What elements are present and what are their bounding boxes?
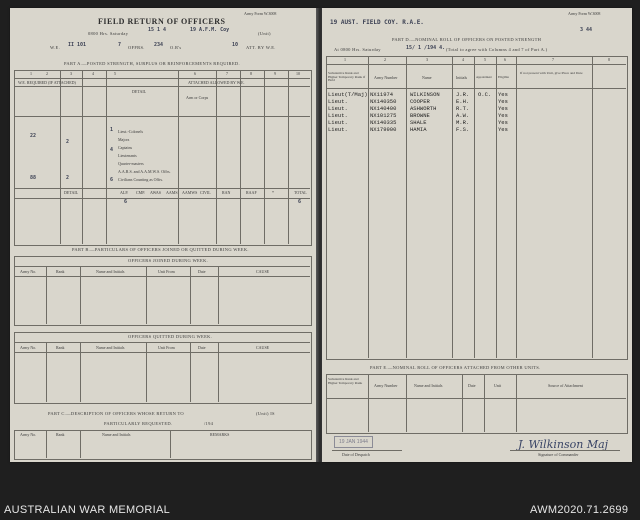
quitted-header: Date [198,345,206,350]
col-number: 1 [344,57,346,62]
col-number: 7 [226,71,228,76]
row-army-no: NX101275 [370,112,397,119]
table-rule [146,266,147,324]
part-e-heading: PART E.—NOMINAL ROLL OF OFFICERS ATTACHED FROM OTHER UNITS. [370,365,541,370]
table-rule [218,342,219,402]
table-rule [406,56,407,358]
table-rule [14,342,310,343]
part-c-date: /194 [204,421,214,426]
quitted-header: Army No. [20,345,37,350]
joined-header: Army No. [20,269,37,274]
col6-total: 6 [124,199,128,205]
col-number: 10 [296,71,300,76]
quitted-header: Unit From [158,345,175,350]
row-eligible: Yes [498,105,508,112]
part-a-table [14,70,312,246]
quitted-header: Rank [56,345,65,350]
hand-entry: 88 [30,175,37,181]
return-date: 15 1 4 [148,27,167,33]
totals-col: RAN [222,190,231,195]
table-rule [14,78,310,79]
col-number: 5 [114,71,116,76]
table-rule [218,266,219,324]
table-rule [496,56,497,358]
e-header: Substantive Rank and Higher Temporary Rank [328,377,363,385]
header-appointment: Appointment [476,75,492,79]
totals-col: ALP. [120,190,129,195]
table-rule [516,56,517,358]
row-initials: E.H. [456,98,470,105]
col-number: 8 [250,71,252,76]
joined-header: Name and Initials [96,269,125,274]
e-header: Name and Initials [414,383,443,388]
col-number: 2 [46,71,48,76]
form-number: Army Form W.3008 [244,11,277,16]
table-rule [190,266,191,324]
table-rule [170,430,171,458]
unit-label: (Unit) [258,31,271,36]
col-number: 2 [384,57,386,62]
row-name: WILKINSON [410,91,440,98]
we-number: II 101 [68,42,87,48]
row-name: BROWNE [410,112,430,119]
table-rule [80,266,81,324]
signature-line [510,450,620,451]
table-rule [80,430,81,458]
att-label: ATT. BY W.E. [246,45,276,50]
table-rule [516,374,517,432]
e-header: Army Number [374,383,398,388]
table-rule [14,266,310,267]
hand-entry: 4 [110,147,114,153]
table-rule [484,374,485,432]
table-rule [240,70,241,244]
totals-col: RAAF [246,190,257,195]
row-rank: Lieut. [328,119,348,126]
row-name: ASHWORTH [410,105,437,112]
row-rank: Lieut. [328,98,348,105]
col-number: 6 [504,57,506,62]
joined-header: CAUSE [256,269,270,274]
table-rule [368,374,369,432]
joined-header: Date [198,269,206,274]
totals-col: CIVIL [200,190,211,195]
header-initials: Initials [456,75,468,80]
detail-row: Lieutenants [118,153,137,158]
table-rule [46,266,47,324]
joined-header: Unit From [158,269,175,274]
totals-col: AWAS [150,190,162,195]
header-eligible: Eligible [498,75,510,79]
row-initials: A.W. [456,112,470,119]
serial-number: 3 44 [580,27,593,33]
row-eligible: Yes [498,126,508,133]
header-not-present: If not present with Unit, give Place and Date [520,71,583,75]
we-label: W.E. [50,45,61,50]
part-c-requested: PARTICULARLY REQUESTED. [104,421,173,426]
row-army-no: NX11974 [370,91,394,98]
row-army-no: NX140335 [370,119,397,126]
hand-entry: 1 [110,127,114,133]
table-rule [190,342,191,402]
totals-col: AAMWS [182,190,198,195]
part-c-unit: (Unit) IS [256,411,275,416]
part-b-heading: PART B.—PARTICULARS OF OFFICERS JOINED OR QUITTED DURING WEEK. [72,247,249,252]
table-rule [80,342,81,402]
hand-entry: 6 [110,177,114,183]
hand-entry: 2 [66,175,70,181]
joined-title: OFFICERS JOINED DURING WEEK. [128,258,209,263]
row-rank: Lieut. [328,112,348,119]
part-c-heading: PART C.—DESCRIPTION OF OFFICERS WHOSE RETURN TO [48,411,184,416]
agree-note: (Total to agree with Columns 4 and 7 of Part A.) [446,47,548,52]
col-number: 8 [608,57,610,62]
row-eligible: Yes [498,119,508,126]
table-rule [14,188,310,189]
quitted-title: OFFICERS QUITTED DURING WEEK. [128,334,213,339]
totals-label: DETAIL [64,190,79,195]
col-number: 9 [274,71,276,76]
dispatch-line [332,450,402,451]
or-value: 234 [154,42,164,48]
table-rule [14,116,310,117]
table-rule [46,342,47,402]
right-form-page [322,8,632,462]
header-army-no: Army Number [374,75,398,80]
table-rule [14,352,310,353]
col-number: 7 [552,57,554,62]
row-rank: Lieut. [328,126,348,133]
detail-row: Lieut.-Colonels [118,129,143,134]
footer-institution: AUSTRALIAN WAR MEMORIAL [4,504,171,516]
quitted-header: Name and Initials [96,345,125,350]
or-label: O.R's [170,45,182,50]
detail-row: A.A.R.S. and A.A.M.W.S. Offrs. [118,169,171,174]
col-we-heading: W.E. REQUIRED (IF ATTACHED) [18,80,76,85]
totals-col: CMP. [136,190,146,195]
table-rule [326,398,626,399]
left-form-page [10,8,318,462]
table-rule [14,86,310,87]
row-name: SHALE [410,119,427,126]
table-rule [14,198,310,199]
header-name: Name [422,75,432,80]
table-rule [82,70,83,244]
row-initials: M.R. [456,119,470,126]
col-number: 3 [70,71,72,76]
row-eligible: Yes [498,112,508,119]
table-rule [462,374,463,432]
row-initials: J.R. [456,91,470,98]
hrs-label: 0800 Hrs. Saturday [88,31,129,36]
row-eligible: Yes [498,91,508,98]
col-number: 5 [484,57,486,62]
table-rule [326,64,626,65]
commander-signature: J. Wilkinson Maj [518,438,609,451]
part-c-header: Rank [56,432,65,437]
dispatch-label: Date of Despatch [342,452,370,457]
totals-col: AAMS [166,190,178,195]
detail-row: Civilians Counting as Offrs. [118,177,164,182]
offrs-value: 7 [118,42,122,48]
hand-entry: 22 [30,133,37,139]
row-eligible: Yes [498,98,508,105]
roll-date: 15/ 1 /194 4. [406,45,446,51]
e-header: Date [468,383,476,388]
row-name: HAMIA [410,126,427,133]
detail-row: Majors [118,137,130,142]
form-title: FIELD RETURN OF OFFICERS [98,17,226,26]
table-rule [474,56,475,358]
table-rule [216,70,217,244]
hrs-line: At 0800 Hrs. Saturday [334,47,381,52]
part-c-header: Name and Initials [102,432,131,437]
unit-name: 19 AUST. FIELD COY. R.A.E. [330,19,424,26]
table-rule [406,374,407,432]
row-initials: F.S. [456,126,470,133]
detail-row: Quarter-masters [118,161,144,166]
offrs-label: OFFRS. [128,45,145,50]
col-attached-heading: ATTACHED ALLOWED BY W.E. [188,80,245,85]
totals-col: * [272,190,274,195]
table-rule [106,70,107,244]
part-c-header: Army No. [20,432,37,437]
signature-label: Signature of Commander [538,452,579,457]
unit-name: 19 A.F.M. Coy [190,27,230,33]
footer-accession: AWM2020.71.2699 [530,504,629,516]
table-rule [146,342,147,402]
col-number: 3 [426,57,428,62]
table-rule [264,70,265,244]
col-detail-heading: DETAIL [132,89,147,94]
part-d-heading: PART D.—NOMINAL ROLL OF OFFICERS ON POSTED STRENGTH [392,37,542,42]
row-name: COOPER [410,98,430,105]
table-rule [14,276,310,277]
table-rule [60,70,61,244]
row-rank: Lieut(T/Maj) [328,91,368,98]
table-rule [326,88,626,89]
table-rule [452,56,453,358]
header-rank: Substantive Rank and Higher Temporary Rank if Held [328,71,366,82]
e-header: Source of Attachment [548,383,583,388]
col-number: 4 [92,71,94,76]
part-a-heading: PART A.—POSTED STRENGTH, SURPLUS OR REINFORCEMENTS REQUIRED. [64,61,240,66]
row-army-no: NX179900 [370,126,397,133]
row-army-no: NX140400 [370,105,397,112]
table-rule [368,56,369,358]
date-stamp: 19 JAN 1944 [334,436,373,448]
col-number: 1 [30,71,32,76]
joined-header: Rank [56,269,65,274]
row-rank: Lieut. [328,105,348,112]
table-rule [178,70,179,244]
quitted-header: CAUSE [256,345,270,350]
table-rule [592,56,593,358]
form-number: Army Form W.3008 [568,11,601,16]
col-number: 6 [194,71,196,76]
table-rule [288,70,289,244]
row-initials: R.T. [456,105,470,112]
att-offrs-value: 10 [232,42,239,48]
hand-entry: 2 [66,139,70,145]
row-appointment: O.C. [478,91,492,98]
col-arm-heading: Arm or Corps [186,95,209,100]
part-c-header: REMARKS [210,432,230,437]
e-header: Unit [494,383,502,388]
totals-col: TOTAL [294,190,307,195]
row-army-no: NX140350 [370,98,397,105]
detail-row: Captains [118,145,132,150]
table-rule [46,430,47,458]
col-number: 4 [462,57,464,62]
grand-total: 6 [298,199,302,205]
